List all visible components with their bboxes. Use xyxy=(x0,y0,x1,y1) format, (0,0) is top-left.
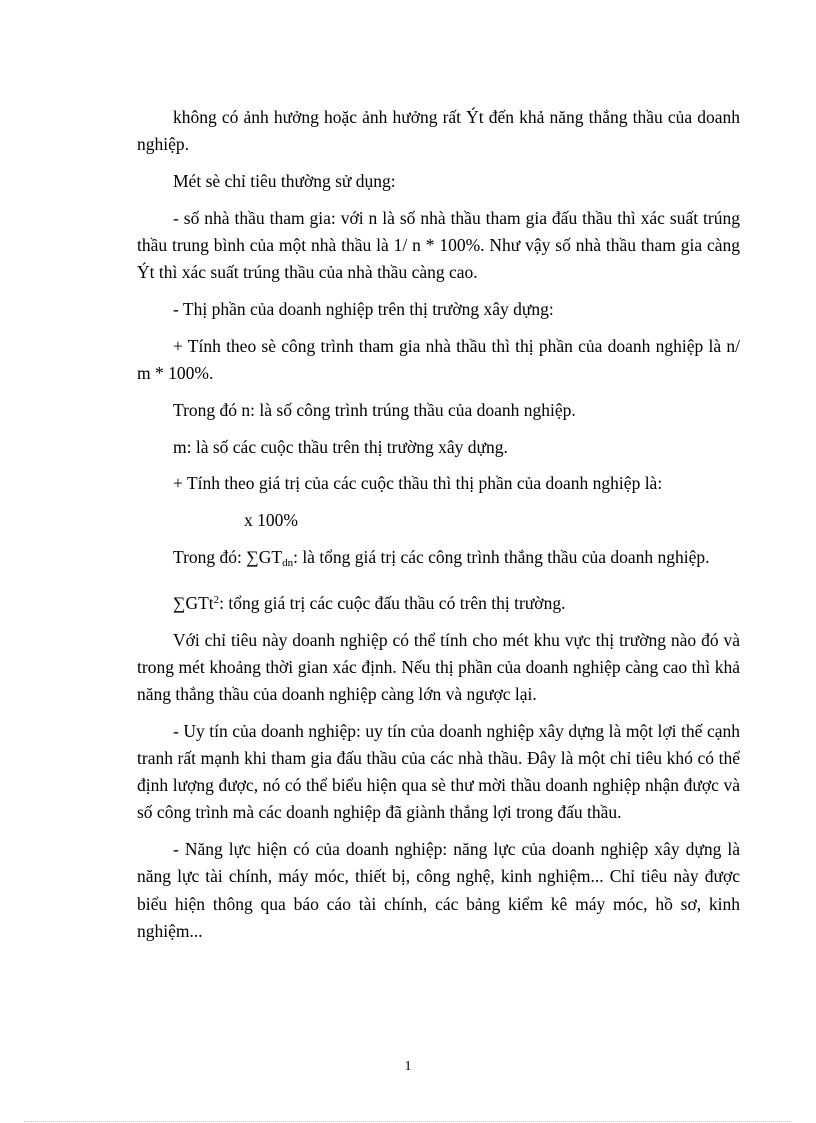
paragraph-definition-gtt xyxy=(137,587,740,617)
paragraph-definition-m: m: là số các cuộc thầu trên thị trường xây dựng. xyxy=(173,436,508,457)
gtt-symbol: ∑GTt xyxy=(173,592,214,613)
gtt-definition: : tổng giá trị các cuộc đấu thầu có trên thị trường. xyxy=(219,592,566,613)
paragraph-capability: - Năng lực hiện có của doanh nghiệp: năng lực của doanh nghiệp xây dựng là năng lực tài chính, máy móc, thiết bị, công nghệ, kinh nghiệm... Chỉ tiêu này được biểu hiện thông qua báo cáo tài chính, các bảng kiểm kê máy móc, hồ sơ, kinh nghiệm... xyxy=(137,839,740,941)
paragraph-reputation: - Uy tín của doanh nghiệp: uy tín của doanh nghiệp xây dựng là một lợi thế cạnh tranh rất mạnh khi tham gia đấu thầu của các nhà thầu. Đây là một chỉ tiêu khó có thể định lượng được, nó có thể biểu hiện qua sè thư mời thầu doanh nghiệp nhận được và số công trình mà các doanh nghiệp đã giành thắng lợi trong đấu thầu. xyxy=(137,720,740,823)
paragraph-indicator-usage: Với chỉ tiêu này doanh nghiệp có thể tính cho mét khu vực thị trường nào đó và trong mét khoảng thời gian xác định. Nếu thị phần của doanh nghiệp càng cao thì khả năng thắng thầu của doanh nghiệp càng lớn và ngược lại. xyxy=(137,629,740,704)
page-bottom-rule xyxy=(24,1121,792,1122)
page-number: 1 xyxy=(404,1059,412,1074)
paragraph-number-of-bidders: - số nhà thầu tham gia: với n là số nhà thầu tham gia đấu thầu thì xác suất trúng thầu trung bình của một nhà thầu là 1/ n * 100%. Như vậy số nhà thầu tham gia càng Ýt thì xác suất trúng thầu của nhà thầu càng cao. xyxy=(137,207,740,283)
gtdn-symbol: Trong đó: ∑GT xyxy=(173,546,283,567)
paragraph-market-share-heading: - Thị phần của doanh nghiệp trên thị trường xây dựng: xyxy=(173,299,554,319)
paragraph-definition-gtdn xyxy=(137,544,740,577)
paragraph-indicators-intro: Mét sè chỉ tiêu thường sử dụng: xyxy=(173,171,396,191)
paragraph-definition-n: Trong đó n: là số công trình trúng thầu của doanh nghiệp. xyxy=(173,399,576,420)
gtdn-subscript: dn xyxy=(282,556,294,569)
gtdn-definition: : là tổng giá trị các công trình thắng thầu của doanh nghiệp. xyxy=(293,546,710,567)
formula-line: x 100% xyxy=(244,510,298,531)
paragraph-continuation: không có ảnh hưởng hoặc ảnh hưởng rất Ýt đến khả năng thắng thầu của doanh nghiệp. xyxy=(137,107,740,155)
gtt-superscript: 2 xyxy=(213,593,220,606)
paragraph-share-by-value: + Tính theo giá trị của các cuộc thầu thì thị phần của doanh nghiệp là: xyxy=(173,473,663,494)
paragraph-share-by-count: + Tính theo sè công trình tham gia nhà thầu thì thị phần của doanh nghiệp là n/ m * 100%. xyxy=(137,335,740,383)
body-text xyxy=(137,104,740,955)
